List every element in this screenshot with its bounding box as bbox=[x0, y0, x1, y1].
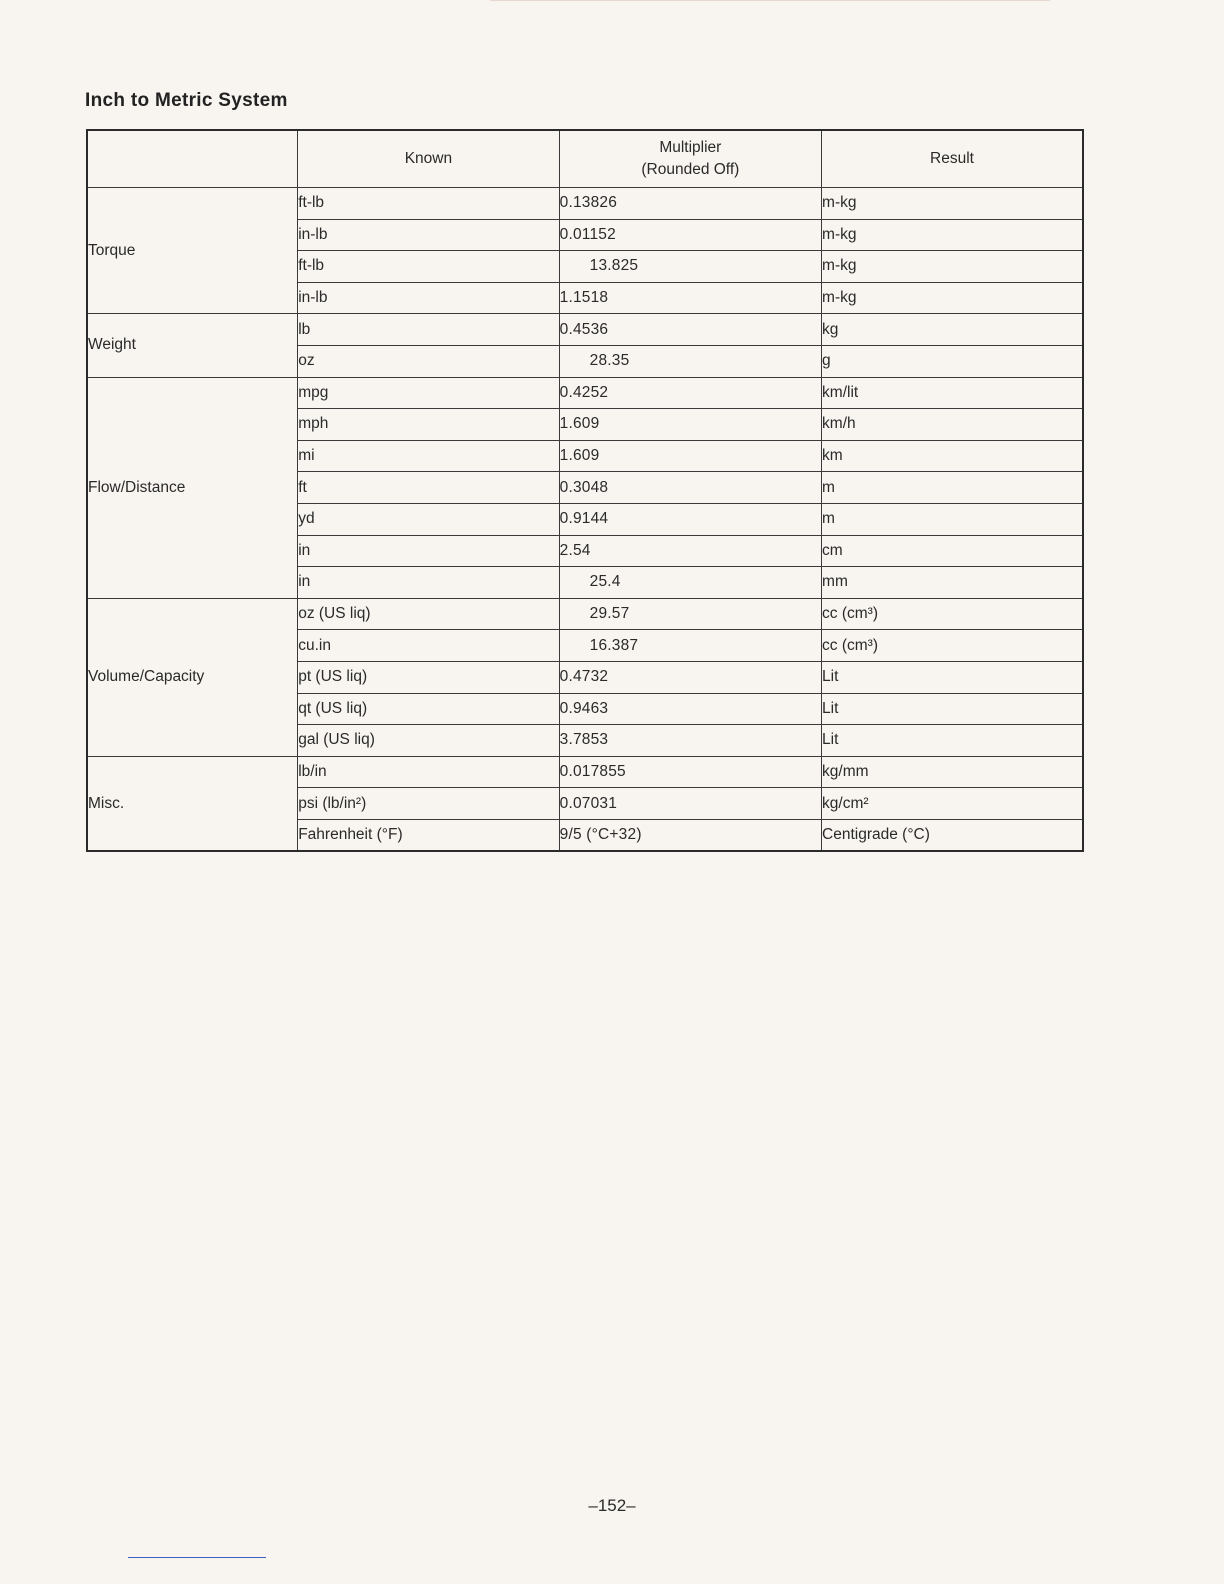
multiplier-cell: 16.387 bbox=[559, 630, 821, 662]
multiplier-cell: 0.4252 bbox=[559, 377, 821, 409]
result-cell: m bbox=[822, 503, 1083, 535]
multiplier-cell: 0.01152 bbox=[559, 219, 821, 251]
bottom-link-line bbox=[128, 1557, 266, 1558]
known-cell: ft bbox=[298, 472, 559, 504]
known-cell: mph bbox=[298, 409, 559, 441]
multiplier-cell: 9/5 (°C+32) bbox=[559, 819, 821, 851]
result-cell: cc (cm³) bbox=[822, 630, 1083, 662]
page-number: –152– bbox=[588, 1496, 636, 1515]
known-cell: pt (US liq) bbox=[298, 661, 559, 693]
known-cell: mi bbox=[298, 440, 559, 472]
result-cell: kg/mm bbox=[822, 756, 1083, 788]
table-row bbox=[87, 188, 1083, 220]
known-cell: in bbox=[298, 567, 559, 599]
known-cell: ft-lb bbox=[298, 188, 559, 220]
result-cell: m-kg bbox=[822, 282, 1083, 314]
top-edge-line bbox=[490, 0, 1050, 1]
multiplier-cell: 0.4732 bbox=[559, 661, 821, 693]
result-cell: m bbox=[822, 472, 1083, 504]
known-cell: yd bbox=[298, 503, 559, 535]
result-cell: km/lit bbox=[822, 377, 1083, 409]
result-cell: kg/cm² bbox=[822, 788, 1083, 820]
multiplier-cell: 0.9144 bbox=[559, 503, 821, 535]
multiplier-cell: 1.609 bbox=[559, 409, 821, 441]
result-cell: g bbox=[822, 345, 1083, 377]
multiplier-cell: 0.07031 bbox=[559, 788, 821, 820]
known-cell: psi (lb/in²) bbox=[298, 788, 559, 820]
header-multiplier-note: (Rounded Off) bbox=[641, 161, 740, 178]
table-row bbox=[87, 598, 1083, 630]
multiplier-cell: 0.4536 bbox=[559, 314, 821, 346]
multiplier-cell: 25.4 bbox=[559, 567, 821, 599]
multiplier-cell: 29.57 bbox=[559, 598, 821, 630]
known-cell: lb/in bbox=[298, 756, 559, 788]
known-cell: in bbox=[298, 535, 559, 567]
category-cell: Weight bbox=[87, 314, 298, 377]
table-header-row bbox=[87, 130, 1083, 188]
known-cell: in-lb bbox=[298, 282, 559, 314]
result-cell: m-kg bbox=[822, 219, 1083, 251]
result-cell: Lit bbox=[822, 661, 1083, 693]
header-result: Result bbox=[822, 130, 1083, 188]
result-cell: kg bbox=[822, 314, 1083, 346]
known-cell: ft-lb bbox=[298, 251, 559, 283]
multiplier-cell: 0.13826 bbox=[559, 188, 821, 220]
multiplier-cell: 2.54 bbox=[559, 535, 821, 567]
multiplier-cell: 3.7853 bbox=[559, 725, 821, 757]
multiplier-cell: 1.1518 bbox=[559, 282, 821, 314]
result-cell: Centigrade (°C) bbox=[822, 819, 1083, 851]
multiplier-cell: 13.825 bbox=[559, 251, 821, 283]
header-multiplier bbox=[559, 130, 821, 188]
header-category bbox=[87, 130, 298, 188]
multiplier-cell: 0.017855 bbox=[559, 756, 821, 788]
known-cell: Fahrenheit (°F) bbox=[298, 819, 559, 851]
known-cell: cu.in bbox=[298, 630, 559, 662]
multiplier-cell: 1.609 bbox=[559, 440, 821, 472]
result-cell: Lit bbox=[822, 725, 1083, 757]
table-row bbox=[87, 756, 1083, 788]
result-cell: cc (cm³) bbox=[822, 598, 1083, 630]
result-cell: m-kg bbox=[822, 188, 1083, 220]
known-cell: oz (US liq) bbox=[298, 598, 559, 630]
table-row bbox=[87, 314, 1083, 346]
result-cell: km/h bbox=[822, 409, 1083, 441]
known-cell: gal (US liq) bbox=[298, 725, 559, 757]
multiplier-cell: 0.3048 bbox=[559, 472, 821, 504]
header-known: Known bbox=[298, 130, 559, 188]
category-cell: Flow/Distance bbox=[87, 377, 298, 598]
conversion-table bbox=[86, 129, 1084, 852]
result-cell: Lit bbox=[822, 693, 1083, 725]
page-title: Inch to Metric System bbox=[85, 90, 288, 111]
category-cell: Misc. bbox=[87, 756, 298, 851]
known-cell: oz bbox=[298, 345, 559, 377]
result-cell: mm bbox=[822, 567, 1083, 599]
known-cell: in-lb bbox=[298, 219, 559, 251]
header-multiplier-label: Multiplier bbox=[659, 139, 722, 156]
result-cell: km bbox=[822, 440, 1083, 472]
table-body bbox=[87, 188, 1083, 852]
result-cell: cm bbox=[822, 535, 1083, 567]
known-cell: qt (US liq) bbox=[298, 693, 559, 725]
result-cell: m-kg bbox=[822, 251, 1083, 283]
table-row bbox=[87, 377, 1083, 409]
known-cell: lb bbox=[298, 314, 559, 346]
known-cell: mpg bbox=[298, 377, 559, 409]
multiplier-cell: 0.9463 bbox=[559, 693, 821, 725]
category-cell: Volume/Capacity bbox=[87, 598, 298, 756]
multiplier-cell: 28.35 bbox=[559, 345, 821, 377]
category-cell: Torque bbox=[87, 188, 298, 314]
